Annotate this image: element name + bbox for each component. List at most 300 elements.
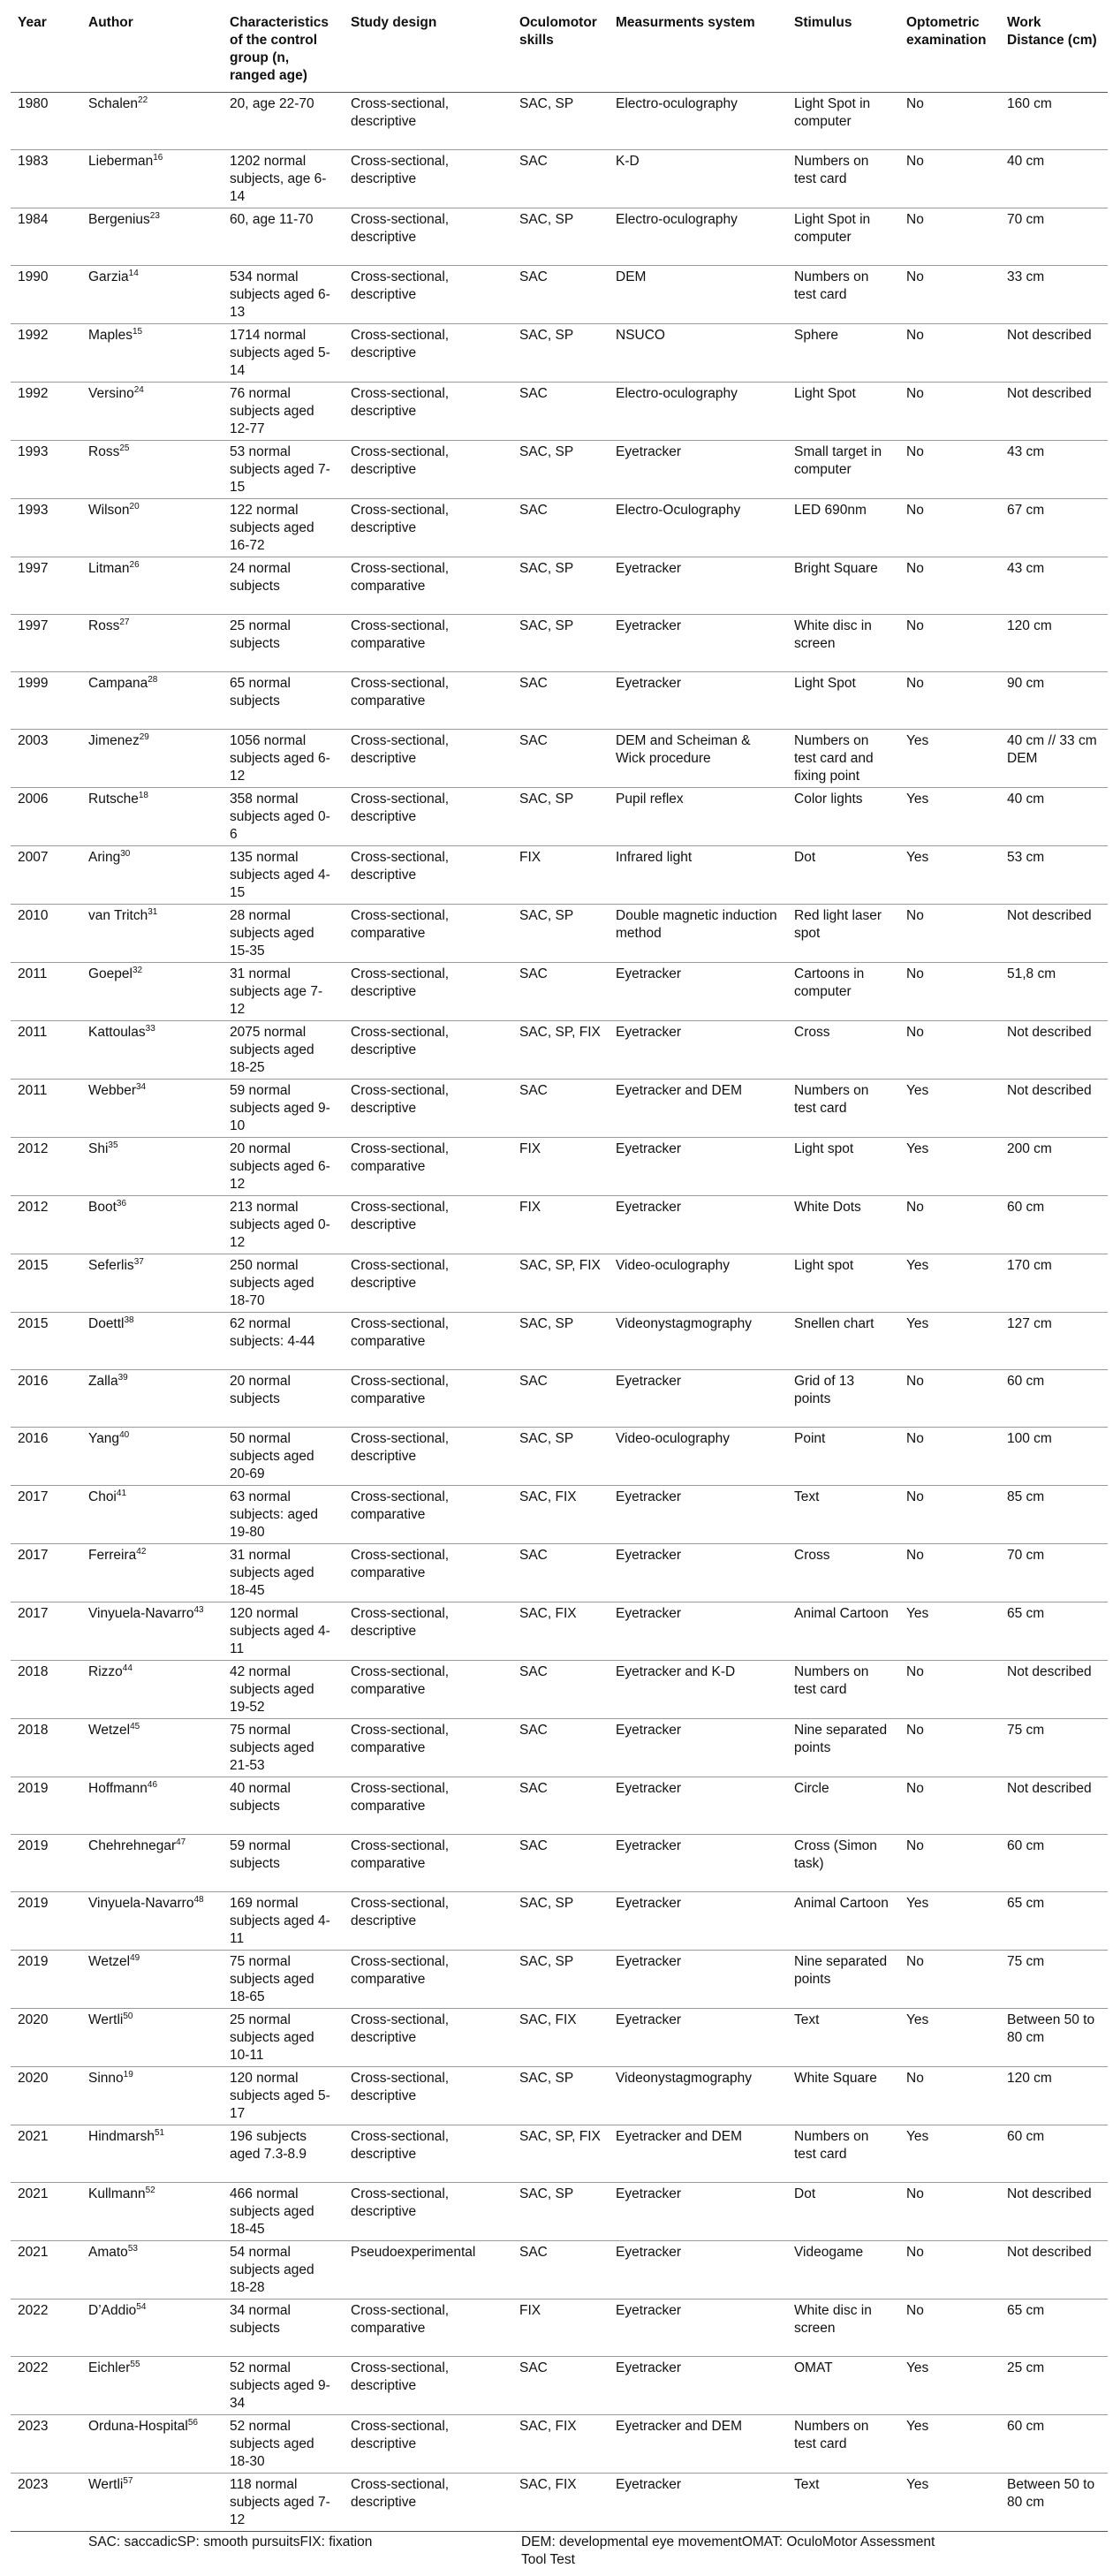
table-row [11, 1951, 1108, 2009]
cell-work-distance: 60 cm [1000, 1835, 1108, 1892]
cell-author [81, 2299, 223, 2357]
cell-control-group: 59 normal subjects aged 9-10 [223, 1080, 344, 1138]
author-name: Kattoulas [88, 1025, 146, 1040]
cell-author [81, 208, 223, 266]
cell-year: 2016 [11, 1428, 81, 1486]
reference-number: 26 [129, 559, 140, 570]
author-name: van Tritch [88, 908, 148, 923]
cell-measurement-system: Eyetracker [609, 2474, 787, 2532]
table-row [11, 1719, 1108, 1777]
author-name: Zalla [88, 1374, 118, 1389]
cell-measurement-system: NSUCO [609, 324, 787, 383]
cell-stimulus: White disc in screen [787, 615, 899, 672]
table-row [11, 266, 1108, 324]
cell-stimulus: Light Spot in computer [787, 208, 899, 266]
cell-control-group: 20 normal subjects aged 6-12 [223, 1138, 344, 1196]
author-name: Bergenius [88, 212, 150, 227]
cell-stimulus: Numbers on test card [787, 1080, 899, 1138]
cell-optometric-exam: No [899, 2299, 1000, 2357]
cell-stimulus: White disc in screen [787, 2299, 899, 2357]
cell-year: 2012 [11, 1138, 81, 1196]
cell-author [81, 1428, 223, 1486]
reference-number: 23 [149, 210, 160, 221]
reference-number: 38 [124, 1315, 134, 1325]
cell-control-group: 213 normal subjects aged 0-12 [223, 1196, 344, 1254]
table-row [11, 93, 1108, 150]
cell-work-distance: 85 cm [1000, 1486, 1108, 1544]
cell-optometric-exam: Yes [899, 2009, 1000, 2067]
cell-measurement-system: Videonystagmography [609, 1313, 787, 1370]
cell-measurement-system: Eyetracker [609, 1370, 787, 1428]
header-author: Author [81, 7, 223, 93]
table-body [11, 93, 1108, 2532]
cell-study-design: Cross-sectional, comparative [344, 1835, 512, 1892]
cell-control-group: 1714 normal subjects aged 5-14 [223, 324, 344, 383]
cell-control-group: 59 normal subjects [223, 1835, 344, 1892]
table-row [11, 1661, 1108, 1719]
cell-year: 1980 [11, 93, 81, 150]
table-row [11, 557, 1108, 615]
cell-measurement-system: Eyetracker [609, 2009, 787, 2067]
cell-author [81, 2241, 223, 2299]
cell-measurement-system: Infrared light [609, 846, 787, 905]
table-row [11, 1428, 1108, 1486]
cell-year: 2011 [11, 963, 81, 1021]
cell-oculomotor-skills: SAC [512, 730, 609, 788]
cell-author [81, 2415, 223, 2474]
cell-measurement-system: Eyetracker and DEM [609, 2125, 787, 2183]
cell-year: 2017 [11, 1486, 81, 1544]
cell-control-group: 534 normal subjects aged 6-13 [223, 266, 344, 324]
footnote-abbreviations-right: DEM: developmental eye movementOMAT: OculoMotor Assessment Tool Test [521, 2534, 935, 2567]
cell-study-design: Cross-sectional, descriptive [344, 730, 512, 788]
cell-author [81, 1661, 223, 1719]
reference-number: 46 [147, 1779, 158, 1790]
cell-author [81, 963, 223, 1021]
author-name: Boot [88, 1200, 117, 1215]
table-row [11, 2183, 1108, 2241]
cell-oculomotor-skills: SAC, SP, FIX [512, 1021, 609, 1080]
cell-control-group: 52 normal subjects aged 18-30 [223, 2415, 344, 2474]
cell-optometric-exam: Yes [899, 1313, 1000, 1370]
cell-author [81, 1602, 223, 1661]
cell-stimulus: Light Spot [787, 672, 899, 730]
cell-stimulus: Snellen chart [787, 1313, 899, 1370]
cell-study-design: Cross-sectional, descriptive [344, 2125, 512, 2183]
cell-measurement-system: Eyetracker [609, 672, 787, 730]
table-row [11, 1196, 1108, 1254]
cell-measurement-system: Eyetracker [609, 1486, 787, 1544]
cell-year: 2022 [11, 2299, 81, 2357]
cell-optometric-exam: No [899, 1777, 1000, 1835]
cell-work-distance: 60 cm [1000, 2415, 1108, 2474]
table-row [11, 2299, 1108, 2357]
cell-work-distance: 40 cm [1000, 788, 1108, 846]
cell-year: 2007 [11, 846, 81, 905]
author-name: Ross [88, 444, 120, 459]
cell-work-distance: 170 cm [1000, 1254, 1108, 1313]
cell-oculomotor-skills: SAC [512, 2241, 609, 2299]
cell-author [81, 730, 223, 788]
author-name: Wilson [88, 503, 130, 518]
cell-stimulus: Circle [787, 1777, 899, 1835]
cell-optometric-exam: No [899, 93, 1000, 150]
cell-optometric-exam: Yes [899, 730, 1000, 788]
cell-optometric-exam: Yes [899, 1138, 1000, 1196]
cell-stimulus: Color lights [787, 788, 899, 846]
cell-stimulus: Numbers on test card [787, 266, 899, 324]
cell-study-design: Cross-sectional, descriptive [344, 2009, 512, 2067]
cell-stimulus: LED 690nm [787, 499, 899, 557]
cell-optometric-exam: No [899, 2183, 1000, 2241]
cell-control-group: 196 subjects aged 7.3-8.9 [223, 2125, 344, 2183]
cell-year: 1983 [11, 150, 81, 208]
cell-author [81, 499, 223, 557]
cell-study-design: Cross-sectional, descriptive [344, 1428, 512, 1486]
cell-control-group: 25 normal subjects [223, 615, 344, 672]
cell-stimulus: Dot [787, 846, 899, 905]
cell-work-distance: 120 cm [1000, 615, 1108, 672]
cell-optometric-exam: No [899, 963, 1000, 1021]
cell-oculomotor-skills: SAC, SP [512, 557, 609, 615]
author-name: Eichler [88, 2360, 131, 2375]
cell-control-group: 53 normal subjects aged 7-15 [223, 441, 344, 499]
cell-control-group: 62 normal subjects: 4-44 [223, 1313, 344, 1370]
reference-number: 39 [117, 1372, 128, 1383]
cell-measurement-system: Electro-oculography [609, 208, 787, 266]
cell-stimulus: Videogame [787, 2241, 899, 2299]
author-name: Schalen [88, 96, 139, 111]
cell-oculomotor-skills: SAC, SP [512, 93, 609, 150]
cell-study-design: Cross-sectional, descriptive [344, 1602, 512, 1661]
cell-measurement-system: Video-oculography [609, 1254, 787, 1313]
author-name: Wetzel [88, 1954, 131, 1969]
cell-author [81, 324, 223, 383]
cell-author [81, 1892, 223, 1951]
cell-measurement-system: Eyetracker [609, 2357, 787, 2415]
cell-year: 2011 [11, 1021, 81, 1080]
cell-control-group: 20, age 22-70 [223, 93, 344, 150]
cell-oculomotor-skills: SAC, SP [512, 441, 609, 499]
reference-number: 54 [136, 2301, 147, 2312]
cell-study-design: Cross-sectional, descriptive [344, 1254, 512, 1313]
cell-optometric-exam: Yes [899, 2474, 1000, 2532]
cell-year: 2019 [11, 1951, 81, 2009]
cell-optometric-exam: No [899, 672, 1000, 730]
author-name: Rutsche [88, 792, 139, 807]
header-year: Year [11, 7, 81, 93]
table-row [11, 1313, 1108, 1370]
cell-author [81, 1486, 223, 1544]
cell-oculomotor-skills: SAC, SP [512, 788, 609, 846]
cell-work-distance: 60 cm [1000, 1370, 1108, 1428]
cell-oculomotor-skills: SAC, FIX [512, 2474, 609, 2532]
cell-year: 2015 [11, 1254, 81, 1313]
cell-optometric-exam: No [899, 1486, 1000, 1544]
cell-optometric-exam: No [899, 1951, 1000, 2009]
cell-control-group: 2075 normal subjects aged 18-25 [223, 1021, 344, 1080]
cell-author [81, 905, 223, 963]
header-design: Study design [344, 7, 512, 93]
reference-number: 50 [123, 2011, 133, 2021]
header-optometric: Optometric examination [899, 7, 1000, 93]
cell-study-design: Cross-sectional, descriptive [344, 846, 512, 905]
cell-study-design: Cross-sectional, descriptive [344, 2415, 512, 2474]
cell-work-distance: Not described [1000, 1080, 1108, 1138]
table-row [11, 208, 1108, 266]
table-row [11, 1777, 1108, 1835]
cell-work-distance: 200 cm [1000, 1138, 1108, 1196]
cell-author [81, 1777, 223, 1835]
cell-optometric-exam: Yes [899, 2125, 1000, 2183]
cell-optometric-exam: No [899, 324, 1000, 383]
cell-year: 2021 [11, 2183, 81, 2241]
cell-year: 2019 [11, 1835, 81, 1892]
cell-work-distance: Between 50 to 80 cm [1000, 2009, 1108, 2067]
author-name: Chehrehnegar [88, 1838, 177, 1853]
reference-number: 33 [145, 1023, 155, 1034]
cell-measurement-system: Eyetracker [609, 963, 787, 1021]
cell-control-group: 122 normal subjects aged 16-72 [223, 499, 344, 557]
cell-optometric-exam: No [899, 905, 1000, 963]
cell-optometric-exam: No [899, 557, 1000, 615]
cell-optometric-exam: No [899, 441, 1000, 499]
cell-work-distance: 40 cm [1000, 150, 1108, 208]
cell-author [81, 1544, 223, 1602]
table-row [11, 1370, 1108, 1428]
cell-year: 2017 [11, 1602, 81, 1661]
author-name: Aring [88, 850, 121, 865]
cell-study-design: Cross-sectional, descriptive [344, 963, 512, 1021]
table-row [11, 324, 1108, 383]
cell-work-distance: 160 cm [1000, 93, 1108, 150]
cell-work-distance: Not described [1000, 1021, 1108, 1080]
cell-study-design: Cross-sectional, descriptive [344, 1892, 512, 1951]
reference-number: 52 [145, 2185, 155, 2195]
cell-author [81, 2125, 223, 2183]
cell-stimulus: White Square [787, 2067, 899, 2125]
cell-control-group: 60, age 11-70 [223, 208, 344, 266]
cell-work-distance: 75 cm [1000, 1719, 1108, 1777]
cell-year: 1993 [11, 441, 81, 499]
cell-year: 1997 [11, 615, 81, 672]
cell-study-design: Cross-sectional, comparative [344, 1486, 512, 1544]
cell-stimulus: Numbers on test card [787, 2415, 899, 2474]
author-name: Vinyuela-Navarro [88, 1896, 194, 1911]
cell-year: 2012 [11, 1196, 81, 1254]
cell-study-design: Cross-sectional, comparative [344, 557, 512, 615]
cell-stimulus: Nine separated points [787, 1719, 899, 1777]
table-row [11, 2125, 1108, 2183]
cell-year: 1999 [11, 672, 81, 730]
cell-author [81, 1835, 223, 1892]
cell-measurement-system: Eyetracker [609, 1021, 787, 1080]
cell-measurement-system: Electro-oculography [609, 93, 787, 150]
cell-measurement-system: Eyetracker [609, 1719, 787, 1777]
cell-study-design: Cross-sectional, descriptive [344, 499, 512, 557]
cell-optometric-exam: Yes [899, 1254, 1000, 1313]
cell-optometric-exam: Yes [899, 1080, 1000, 1138]
cell-control-group: 65 normal subjects [223, 672, 344, 730]
cell-measurement-system: Eyetracker and K-D [609, 1661, 787, 1719]
reference-number: 36 [116, 1198, 127, 1208]
cell-study-design: Cross-sectional, comparative [344, 905, 512, 963]
author-name: Yang [88, 1431, 120, 1446]
cell-author [81, 1196, 223, 1254]
cell-measurement-system: Eyetracker [609, 1777, 787, 1835]
cell-stimulus: Dot [787, 2183, 899, 2241]
cell-measurement-system: Videonystagmography [609, 2067, 787, 2125]
cell-control-group: 31 normal subjects aged 18-45 [223, 1544, 344, 1602]
author-name: Wertli [88, 2012, 124, 2027]
cell-oculomotor-skills: SAC, SP [512, 1892, 609, 1951]
reference-number: 28 [148, 674, 158, 685]
cell-year: 2020 [11, 2067, 81, 2125]
cell-control-group: 42 normal subjects aged 19-52 [223, 1661, 344, 1719]
cell-measurement-system: DEM [609, 266, 787, 324]
reference-number: 27 [119, 617, 130, 627]
cell-study-design: Cross-sectional, descriptive [344, 1021, 512, 1080]
cell-author [81, 1370, 223, 1428]
cell-oculomotor-skills: SAC [512, 1777, 609, 1835]
cell-stimulus: Numbers on test card and fixing point [787, 730, 899, 788]
cell-study-design: Cross-sectional, descriptive [344, 2357, 512, 2415]
table-row [11, 846, 1108, 905]
cell-control-group: 75 normal subjects aged 18-65 [223, 1951, 344, 2009]
cell-optometric-exam: Yes [899, 1892, 1000, 1951]
cell-measurement-system: Eyetracker [609, 1602, 787, 1661]
reference-number: 49 [130, 1952, 140, 1963]
cell-year: 2010 [11, 905, 81, 963]
table-row [11, 150, 1108, 208]
cell-study-design: Cross-sectional, descriptive [344, 1196, 512, 1254]
cell-oculomotor-skills: SAC, FIX [512, 1602, 609, 1661]
cell-year: 2020 [11, 2009, 81, 2067]
cell-stimulus: Light spot [787, 1138, 899, 1196]
cell-year: 1992 [11, 324, 81, 383]
reference-number: 16 [153, 152, 163, 163]
cell-control-group: 358 normal subjects aged 0-6 [223, 788, 344, 846]
cell-control-group: 63 normal subjects: aged 19-80 [223, 1486, 344, 1544]
cell-stimulus: Numbers on test card [787, 150, 899, 208]
cell-stimulus: Small target in computer [787, 441, 899, 499]
reference-number: 14 [128, 268, 139, 278]
cell-study-design: Cross-sectional, comparative [344, 672, 512, 730]
cell-measurement-system: Double magnetic induction method [609, 905, 787, 963]
table-row [11, 2067, 1108, 2125]
author-name: Shi [88, 1141, 109, 1156]
cell-oculomotor-skills: SAC, SP [512, 1951, 609, 2009]
cell-optometric-exam: Yes [899, 846, 1000, 905]
cell-study-design: Cross-sectional, comparative [344, 2299, 512, 2357]
reference-number: 15 [132, 326, 143, 337]
table-row [11, 963, 1108, 1021]
cell-oculomotor-skills: SAC [512, 963, 609, 1021]
cell-optometric-exam: No [899, 1196, 1000, 1254]
reference-number: 45 [130, 1721, 140, 1731]
cell-study-design: Cross-sectional, descriptive [344, 383, 512, 441]
cell-oculomotor-skills: SAC, FIX [512, 1486, 609, 1544]
cell-author [81, 2183, 223, 2241]
author-name: Litman [88, 561, 130, 576]
cell-work-distance: 70 cm [1000, 1544, 1108, 1602]
author-name: Wetzel [88, 1723, 131, 1738]
table-row [11, 1544, 1108, 1602]
cell-oculomotor-skills: SAC [512, 383, 609, 441]
cell-study-design: Cross-sectional, comparative [344, 1544, 512, 1602]
cell-year: 2006 [11, 788, 81, 846]
cell-stimulus: Numbers on test card [787, 1661, 899, 1719]
reference-number: 56 [187, 2417, 198, 2428]
cell-stimulus: Numbers on test card [787, 2125, 899, 2183]
cell-study-design: Cross-sectional, descriptive [344, 2474, 512, 2532]
cell-optometric-exam: No [899, 383, 1000, 441]
cell-control-group: 76 normal subjects aged 12-77 [223, 383, 344, 441]
cell-optometric-exam: No [899, 1835, 1000, 1892]
reference-number: 22 [138, 95, 148, 105]
cell-study-design: Cross-sectional, descriptive [344, 93, 512, 150]
cell-measurement-system: Eyetracker [609, 1196, 787, 1254]
cell-measurement-system: Eyetracker [609, 1892, 787, 1951]
cell-measurement-system: Eyetracker [609, 1544, 787, 1602]
cell-control-group: 466 normal subjects aged 18-45 [223, 2183, 344, 2241]
author-name: Jimenez [88, 733, 140, 748]
table-row [11, 1138, 1108, 1196]
cell-optometric-exam: No [899, 1661, 1000, 1719]
cell-optometric-exam: No [899, 499, 1000, 557]
cell-year: 2018 [11, 1661, 81, 1719]
table-row [11, 1080, 1108, 1138]
cell-study-design: Cross-sectional, descriptive [344, 1080, 512, 1138]
cell-work-distance: 65 cm [1000, 2299, 1108, 2357]
cell-oculomotor-skills: SAC [512, 672, 609, 730]
cell-optometric-exam: No [899, 1428, 1000, 1486]
cell-measurement-system: Eyetracker [609, 1138, 787, 1196]
cell-year: 1997 [11, 557, 81, 615]
author-name: Choi [88, 1489, 117, 1504]
cell-year: 2015 [11, 1313, 81, 1370]
table-row [11, 1835, 1108, 1892]
cell-control-group: 120 normal subjects aged 4-11 [223, 1602, 344, 1661]
cell-work-distance: 65 cm [1000, 1602, 1108, 1661]
cell-work-distance: 33 cm [1000, 266, 1108, 324]
cell-stimulus: Cross [787, 1544, 899, 1602]
cell-control-group: 120 normal subjects aged 5-17 [223, 2067, 344, 2125]
cell-control-group: 54 normal subjects aged 18-28 [223, 2241, 344, 2299]
cell-oculomotor-skills: SAC, SP [512, 324, 609, 383]
header-stimulus: Stimulus [787, 7, 899, 93]
cell-work-distance: 75 cm [1000, 1951, 1108, 2009]
table-footnotes [11, 2532, 1108, 2576]
table-row [11, 672, 1108, 730]
author-name: Seferlis [88, 1258, 134, 1273]
reference-number: 24 [133, 384, 144, 395]
cell-oculomotor-skills: SAC [512, 1661, 609, 1719]
cell-year: 2019 [11, 1777, 81, 1835]
cell-measurement-system: Eyetracker [609, 2241, 787, 2299]
cell-author [81, 2357, 223, 2415]
cell-author [81, 1254, 223, 1313]
cell-measurement-system: K-D [609, 150, 787, 208]
cell-study-design: Cross-sectional, descriptive [344, 788, 512, 846]
table-row [11, 2357, 1108, 2415]
cell-year: 2023 [11, 2474, 81, 2532]
cell-control-group: 28 normal subjects aged 15-35 [223, 905, 344, 963]
cell-oculomotor-skills: SAC [512, 1835, 609, 1892]
cell-year: 2018 [11, 1719, 81, 1777]
author-name: Ferreira [88, 1548, 137, 1563]
cell-study-design: Cross-sectional, descriptive [344, 324, 512, 383]
